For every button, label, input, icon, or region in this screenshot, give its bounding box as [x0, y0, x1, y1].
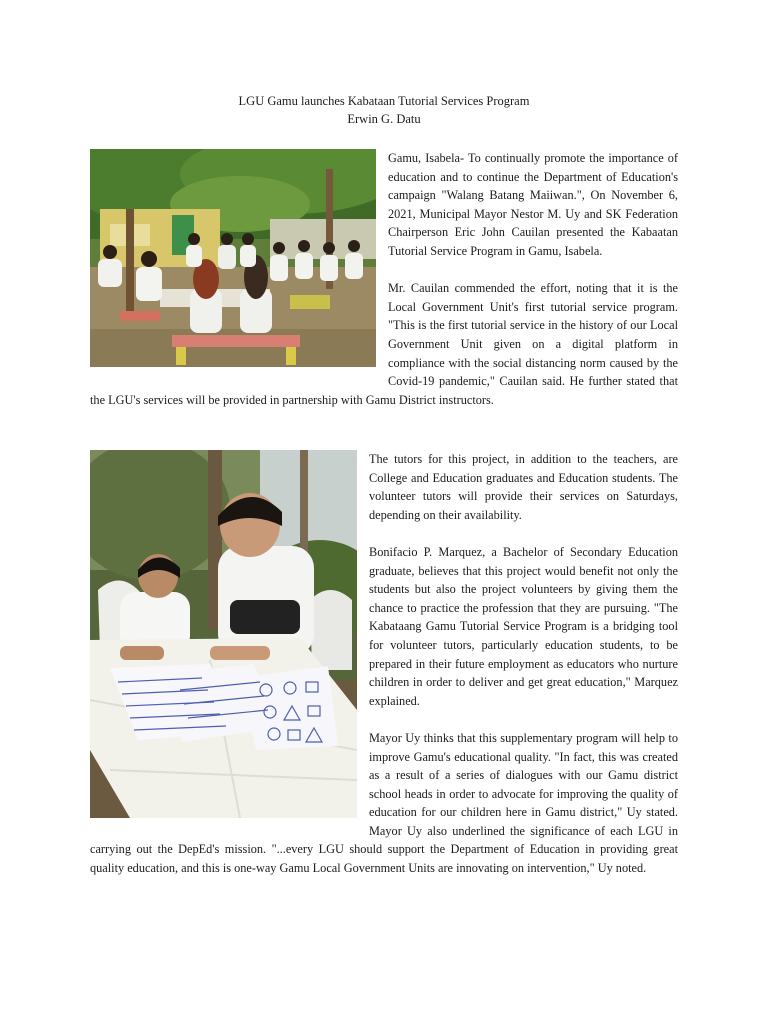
article-author: Erwin G. Datu [347, 112, 421, 126]
paragraph-1: Gamu, Isabela- To continually promote the importance of education and to continue the Department of Education's campaign "Walang Batang Maiiwan.", On November 6, 2021, Municipal Mayor Nestor M. Uy and SK Federation Chairperson Eric John Cauilan presented the Kabaatan Tutorial Service Program in Gamu, Isabela. [388, 151, 678, 258]
article-title: LGU Gamu launches Kabataan Tutorial Services Program [238, 94, 530, 108]
paragraph-3: The tutors for this project, in addition to the teachers, are College and Education graduates and Education students. The volunteer tutors will provide their services on Saturdays, depending on their availability. [369, 452, 678, 522]
paragraph-4: Bonifacio P. Marquez, a Bachelor of Secondary Education graduate, believes that this project would benefit not only the students but also the project volunteers by giving them the chance to practice the profession that they are pursuing. "The Kabataang Gamu Tutorial Service Program is a bridging tool for volunteer tutors, particularly education students, to be prepared in their future employment as educators who nurture children in order to deliver and get great education," Marquez explained. [369, 544, 678, 708]
article-block-1 [90, 149, 678, 428]
article-block-2 [90, 450, 678, 896]
photo-outdoor-tutorial-group [90, 149, 376, 367]
photo-tutor-with-child [90, 450, 357, 818]
paragraph-2: Mr. Cauilan commended the effort, noting that it is the Local Government Unit's first tutorial service program. "This is the first tutorial service in the history of our Local Government Unit given on a digital platform in compliance with the social distancing norm caused by the Covid-19 pandemic," Cauilan said. He further stated that the LGU's services will be provided in partnership with Gamu District instructors. [90, 281, 678, 407]
article-header [0, 92, 768, 128]
paragraph-5: Mayor Uy thinks that this supplementary program will help to improve Gamu's educational quality. "In fact, this was created as a result of a series of dialogues with our Gamu district school heads in order to advocate for improving the quality of education for our children here in Gamu district," Uy stated. Mayor Uy also underlined the significance of each LGU in carrying out the DepEd's mission. "...every LGU should support the Department of Education in providing great quality education, and this is one-way Gamu Local Government Units are innovating on intervention," Uy noted. [90, 730, 678, 876]
